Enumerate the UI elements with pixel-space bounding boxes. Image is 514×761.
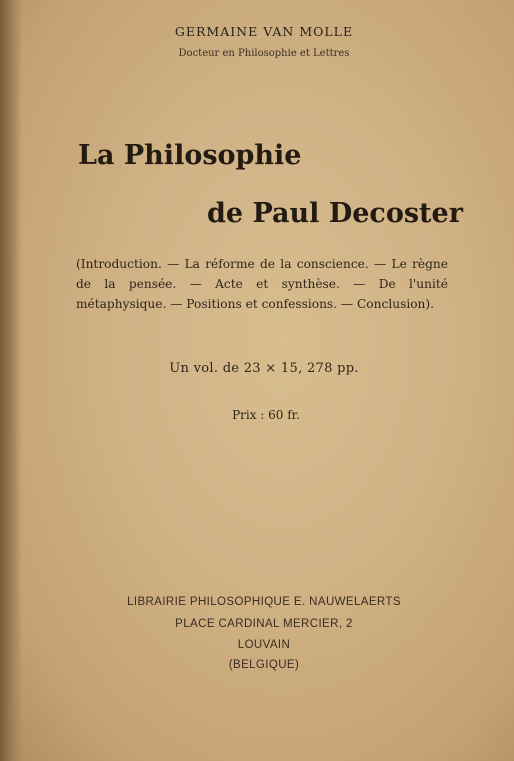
title-line-2: de Paul Decoster — [207, 198, 463, 229]
publisher-country: (BELGIQUE) — [228, 659, 300, 671]
publisher-name: LIBRAIRIE PHILOSOPHIQUE E. NAUWELAERTS — [127, 596, 401, 608]
contents-note: (Introduction. — La réforme de la conscience. — Le règne de la pensée. — Acte et synthèse. — De l'unité métaphysique. — Positions et confessions. — Conclusion). — [76, 257, 448, 311]
author-name: GERMAINE VAN MOLLE — [174, 24, 354, 39]
volume-info: Un vol. de 23 × 15, 278 pp. — [169, 361, 359, 376]
price: Prix : 60 fr. — [232, 408, 300, 422]
author-credentials: Docteur en Philosophie et Lettres — [178, 48, 350, 59]
title-line-1: La Philosophie — [78, 140, 302, 171]
publisher-city: LOUVAIN — [237, 639, 291, 651]
publisher-address: PLACE CARDINAL MERCIER, 2 — [175, 618, 353, 630]
